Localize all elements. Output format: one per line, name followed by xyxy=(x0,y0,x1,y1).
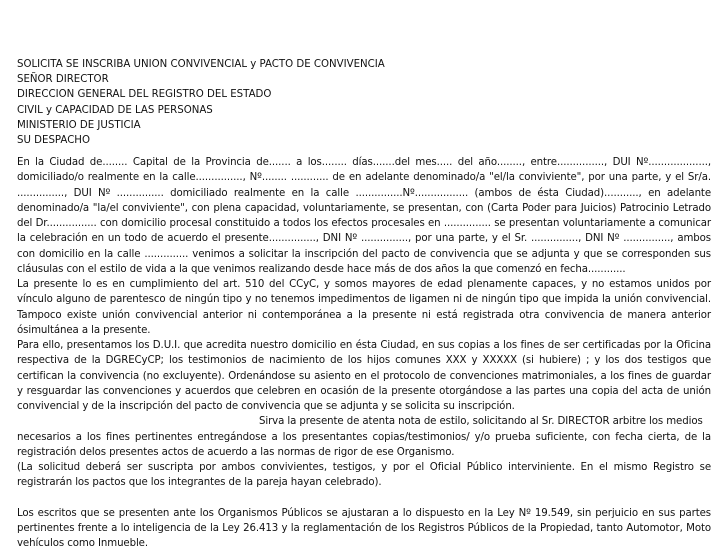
addressee-office: SU DESPACHO xyxy=(17,133,707,148)
addressee-registry: CIVIL y CAPACIDAD DE LAS PERSONAS xyxy=(17,103,707,118)
paragraph-legal-reference: Los escritos que se presenten ante los Organismos Públicos se ajustaran a lo dispuesto en la Ley Nº 19.549, sin perjuicio en sus partes pertinentes frente a lo inteligencia de la Ley 26.413 y la reglamentación de los Registros Públicos de la Propiedad, tanto Automotor, Moto vehículos como Inmueble. xyxy=(17,506,711,551)
paragraph-closing-indented: Sirva la presente de atenta nota de estilo, solicitando al Sr. DIRECTOR arbitre los medios xyxy=(17,414,711,429)
paragraph-closing-request: necesarios a los fines pertinentes entregándose a los presentantes copias/testimonios/ y/o prueba suficiente, con fecha cierta, de la registración delos presentes actos de acuerdo a las normas de rigor de ese Organismo. xyxy=(17,430,711,461)
request-title: SOLICITA SE INSCRIBA UNION CONVIVENCIAL y PACTO DE CONVIVENCIA xyxy=(17,57,707,72)
addressee-direction: DIRECCION GENERAL DEL REGISTRO DEL ESTADO xyxy=(17,87,707,102)
paragraph-compliance: La presente lo es en cumplimiento del art. 510 del CCyC, y somos mayores de edad plenamente capaces, y no estamos unidos por vínculo alguno de parentesco de ningún tipo y no tenemos impedimentos de ligamen ni de ningún tipo que impida la unión convivencial. Tampoco existe unión convivencial anterior ni contemporánea a la presente ni está registrada otra convivencia de manera anterior ósimultánea a la presente. xyxy=(17,277,711,338)
paragraph-parties: En la Ciudad de........ Capital de la Provincia de....... a los........ días.......del mes..... del año........, entre..............., DUI Nº..................., domiciliado/o realmente en la calle..............., Nº........ ............ de en adelante denominado/a "el/la conviviente", por una parte, y el Sr/a. ..............., DUI Nº ............... domiciliado realmente en la calle ...............Nº................. (ambos de ésta Ciudad)..........., en adelante denominado/a "la/el conviviente", con plena capacidad, voluntariamente, se presentan, con (Carta Poder para Juicios) Patrocinio Letrado del Dr................ con domicilio procesal constituido a todos los efectos procesales en ............... se presentan voluntariamente a comunicar la celebración en un todo de acuerdo el presente..............., DNI Nº ..............., por una parte, y el Sr. ..............., DNI Nº ..............., ambos con domicilio en la calle .............. venimos a solicitar la inscripción del pacto de convivencia que se adjunta y que se corresponden sus cláusulas con el estilo de vida a la que venimos realizando desde hace más de dos años la que comenzó en fecha............ xyxy=(17,155,711,277)
addressee-ministry: MINISTERIO DE JUSTICIA xyxy=(17,118,707,133)
paragraph-evidence: Para ello, presentamos los D.U.I. que acredita nuestro domicilio en ésta Ciudad, en sus copias a los fines de ser certificadas por la Oficina respectiva de la DGRECyCP; los testimonios de nacimiento de los hijos comunes XXX y XXXXX (si hubiere) ; y los dos testigos que certifican la convivencia (no excluyente). Ordenándose su asiento en el protocolo de convenciones matrimoniales, a los fines de guardar y resguardar las convenciones y acuerdos que celebren en ocasión de la presente otorgándose a las partes una copia del acta de unión convivencial y de la inscripción del pacto de convivencia que se adjunta y se solicita su inscripción. xyxy=(17,338,711,414)
addressee-director: SEÑOR DIRECTOR xyxy=(17,72,707,87)
document-header xyxy=(17,57,707,148)
paragraph-signature-note: (La solicitud deberá ser suscripta por ambos convivientes, testigos, y por el Oficial Público interviniente. En el mismo Registro se registrarán los pactos que los integrantes de la pareja hayan celebrado). xyxy=(17,460,711,491)
document-body xyxy=(17,155,711,551)
